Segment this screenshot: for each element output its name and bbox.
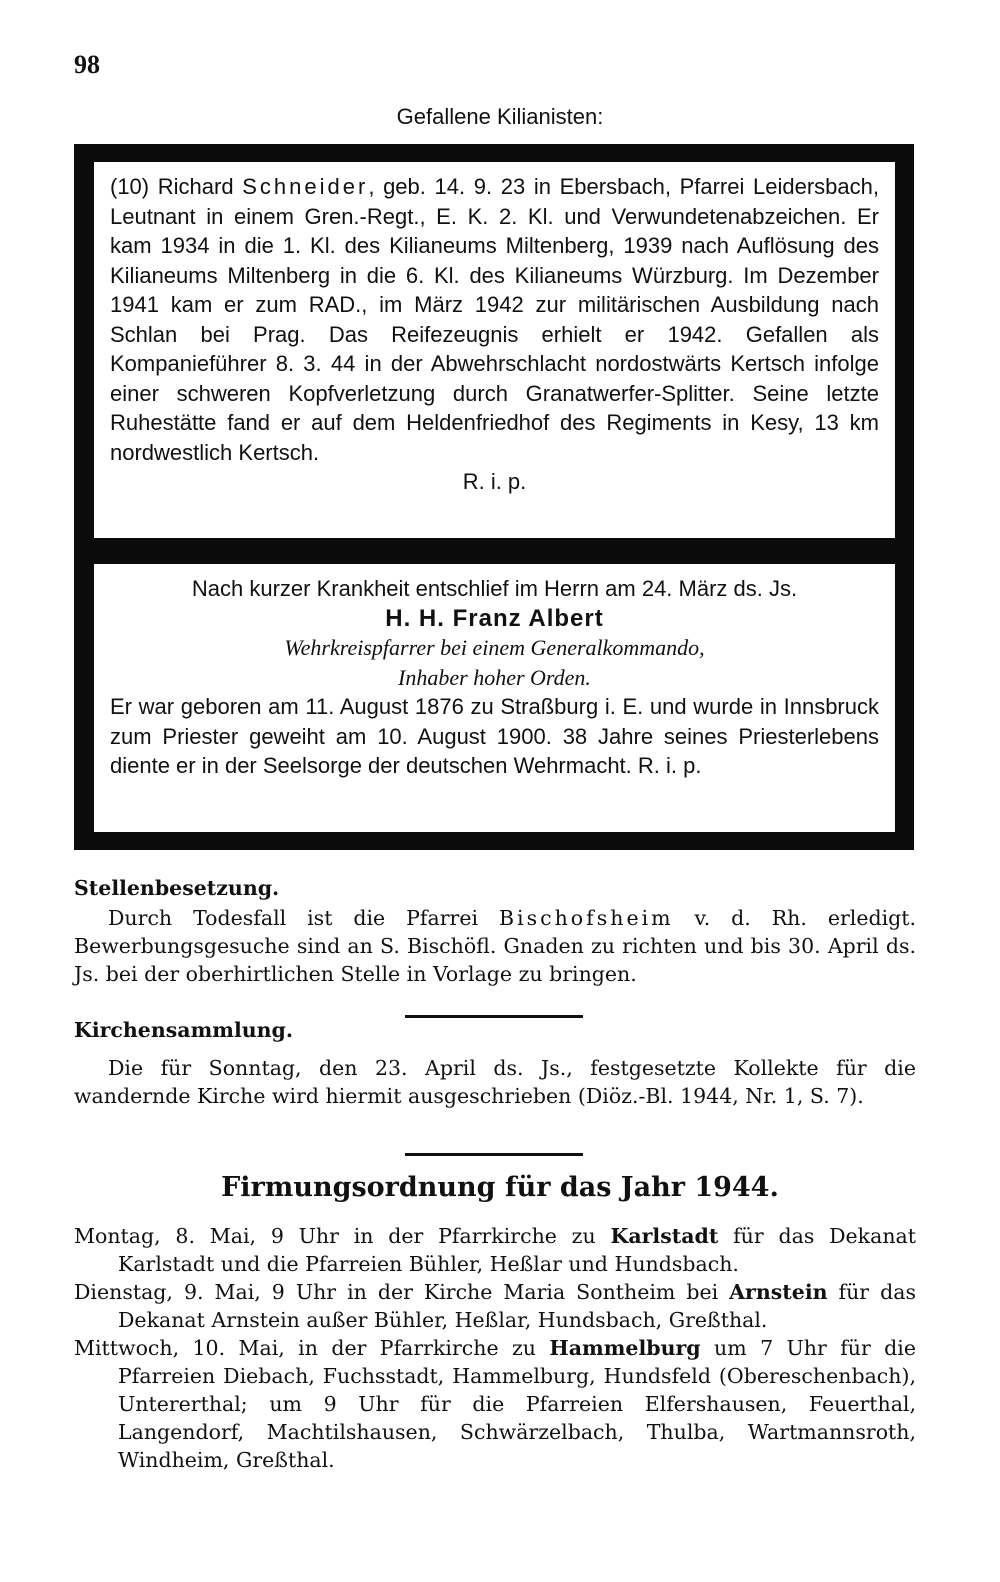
kirchensammlung-text: Die für Sonntag, den 23. April ds. Js., festgesetzte Kollekte für die wandernde Kirche wird hiermit ausgeschrieben (Diöz.-Bl. 1944, Nr. 1, S. 7). <box>74 1056 916 1108</box>
obituary-title-line-1: Wehrkreispfarrer bei einem Generalkommando, <box>284 635 705 660</box>
divider-rule-2 <box>405 1153 583 1156</box>
entry-text: um 7 Uhr für die Pfarreien Diebach, Fuchsstadt, Hammelburg, Hundsfeld (Obereschenbach), Untererthal; um 9 Uhr für die Pfarreien Elfershausen, Feuerthal, Langendorf, Machtilshausen, Schwärzelbach, Thulba, Wartmannsroth, Windheim, Greßthal. <box>118 1336 916 1472</box>
schedule-entry-montag <box>74 1222 916 1278</box>
entry-place: Arnstein <box>729 1280 828 1304</box>
obituary-body: , geb. 14. 9. 23 in Ebersbach, Pfarrei Leidersbach, Leutnant in einem Gren.-Regt., E. K. 2. Kl. und Verwundetenabzeichen. Er kam 1934 in die 1. Kl. des Kilianeums Miltenberg, 1939 nach Auflösung des Kilianeums Miltenberg in die 6. Kl. des Kilianeums Würzburg. Im Dezember 1941 kam er zum RAD., im März 1942 zur militärischen Ausbildung nach Schlan bei Prag. Das Reifezeugnis erhielt er 1942. Gefallen als Kompanieführer 8. 3. 44 in der Abwehrschlacht nordostwärts Kertsch infolge einer schweren Kopfverletzung durch Granatwerfer-Splitter. Seine letzte Ruhestätte fand er auf dem Heldenfriedhof des Regiments in Kesy, 13 km nordwestlich Kertsch. <box>110 174 879 465</box>
firmungsordnung-list <box>74 1222 916 1474</box>
page-number: 98 <box>74 50 100 79</box>
stellenbesetzung-heading: Stellenbesetzung. <box>74 876 280 900</box>
entry-text: für das Dekanat Karlstadt und die Pfarreien Bühler, Heßlar und Hundsbach. <box>118 1224 916 1276</box>
stellenbesetzung-text-b: v. d. Rh. erledigt. Bewerbungsgesuche sind an S. Bischöfl. Gnaden zu richten und bis 30. April ds. Js. bei der oberhirtlichen Stelle in Vorlage zu bringen. <box>74 906 917 986</box>
entry-place: Karlstadt <box>610 1224 719 1248</box>
entry-text: Montag, 8. Mai, 9 Uhr in der Pfarrkirche zu <box>74 1224 596 1248</box>
kirchensammlung-section <box>74 1016 916 1110</box>
obituary-text <box>110 172 879 467</box>
schedule-entry-mittwoch <box>74 1334 916 1474</box>
entry-text: Dienstag, 9. Mai, 9 Uhr in der Kirche Maria Sontheim bei <box>74 1280 719 1304</box>
firmungsordnung-heading: Firmungsordnung für das Jahr 1944. <box>221 1172 779 1203</box>
stellenbesetzung-place: Bischofsheim <box>498 906 674 930</box>
obituary-surname: Schneider <box>242 174 369 199</box>
section-title: Gefallene Kilianisten: <box>396 104 604 129</box>
rip-line: R. i. p. <box>462 469 527 494</box>
entry-text: für das Dekanat Arnstein außer Bühler, Heßlar, Hundsbach, Greßthal. <box>118 1280 916 1332</box>
obituary-title-line-2: Inhaber hoher Orden. <box>398 664 591 690</box>
stellenbesetzung-text-a: Durch Todesfall ist die Pfarrei <box>108 906 479 930</box>
obituary-intro: (10) Richard <box>110 174 234 199</box>
obituary-box-schneider <box>94 162 895 538</box>
stellenbesetzung-section <box>74 874 916 988</box>
schedule-entry-dienstag <box>74 1278 916 1334</box>
entry-text: Mittwoch, 10. Mai, in der Pfarrkirche zu <box>74 1336 536 1360</box>
kirchensammlung-heading: Kirchensammlung. <box>74 1018 294 1042</box>
obituary-body: Er war geboren am 11. August 1876 zu Straßburg i. E. und wurde in Innsbruck zum Priester geweiht am 10. August 1900. 38 Jahre seines Priesterlebens diente er in der Seelsorge der deutschen Wehrmacht. R. i. p. <box>110 694 879 778</box>
obituary-intro: Nach kurzer Krankheit entschlief im Herrn am 24. März ds. Js. <box>191 576 798 601</box>
obituary-name: H. H. Franz Albert <box>385 604 604 632</box>
obituary-box-albert <box>94 564 895 832</box>
entry-place: Hammelburg <box>549 1336 701 1360</box>
stellenbesetzung-text <box>74 904 916 988</box>
